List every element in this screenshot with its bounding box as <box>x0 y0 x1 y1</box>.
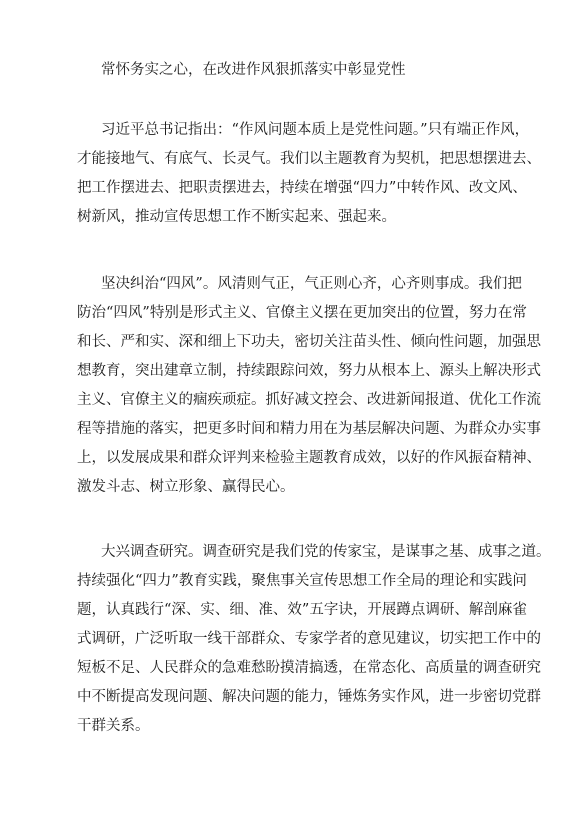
paragraph-line: 想教育，突出建章立制，持续跟踪问效，努力从根本上、源头上解决形式 <box>77 363 541 379</box>
paragraph-line: 树新风，推动宣传思想工作不断实起来、强起来。 <box>77 209 396 225</box>
paragraph-line: 式调研，广泛听取一线干部群众、专家学者的意见建议，切实把工作中的 <box>77 631 541 647</box>
paragraph-line: 坚决纠治“四风”。风清则气正，气正则心齐，心齐则事成。我们把 <box>101 276 522 292</box>
paragraph-line: 习近平总书记指出：“作风问题本质上是党性问题。”只有端正作风， <box>101 122 530 138</box>
section-heading: 常怀务实之心，在改进作风狠抓落实中彰显党性 <box>101 62 406 78</box>
paragraph-line: 中不断提高发现问题、解决问题的能力，锤炼务实作风，进一步密切党群 <box>77 689 541 705</box>
paragraph-line: 大兴调查研究。调查研究是我们党的传家宝，是谋事之基、成事之道。 <box>101 544 551 560</box>
paragraph-line: 和长、严和实、深和细上下功夫，密切关注苗头性、倾向性问题，加强思 <box>77 334 541 350</box>
paragraph-line: 激发斗志、树立形象、赢得民心。 <box>77 479 295 495</box>
paragraph-line: 程等措施的落实，把更多时间和精力用在为基层解决问题、为群众办实事 <box>77 421 541 437</box>
paragraph-line: 防治“四风”特别是形式主义、官僚主义摆在更加突出的位置，努力在常 <box>77 305 527 321</box>
paragraph-line: 才能接地气、有底气、长灵气。我们以主题教育为契机，把思想摆进去、 <box>77 151 541 167</box>
paragraph-line: 主义、官僚主义的痼疾顽症。抓好减文控会、改进新闻报道、优化工作流 <box>77 392 541 408</box>
paragraph-four-winds <box>77 270 541 502</box>
paragraph-line: 持续强化“四力”教育实践，聚焦事关宣传思想工作全局的理论和实践问 <box>77 573 527 589</box>
paragraph-line: 上，以发展成果和群众评判来检验主题教育成效，以好的作风振奋精神、 <box>77 450 541 466</box>
paragraph-line: 短板不足、人民群众的急难愁盼摸清搞透，在常态化、高质量的调查研究 <box>77 660 541 676</box>
paragraph-investigation <box>77 538 551 741</box>
paragraph-line: 干群关系。 <box>77 718 150 734</box>
paragraph-line: 把工作摆进去、把职责摆进去，持续在增强“四力”中转作风、改文风、 <box>77 180 527 196</box>
paragraph-work-style <box>77 116 541 232</box>
paragraph-line: 题，认真践行“深、实、细、准、效”五字诀，开展蹲点调研、解剖麻雀 <box>77 602 527 618</box>
